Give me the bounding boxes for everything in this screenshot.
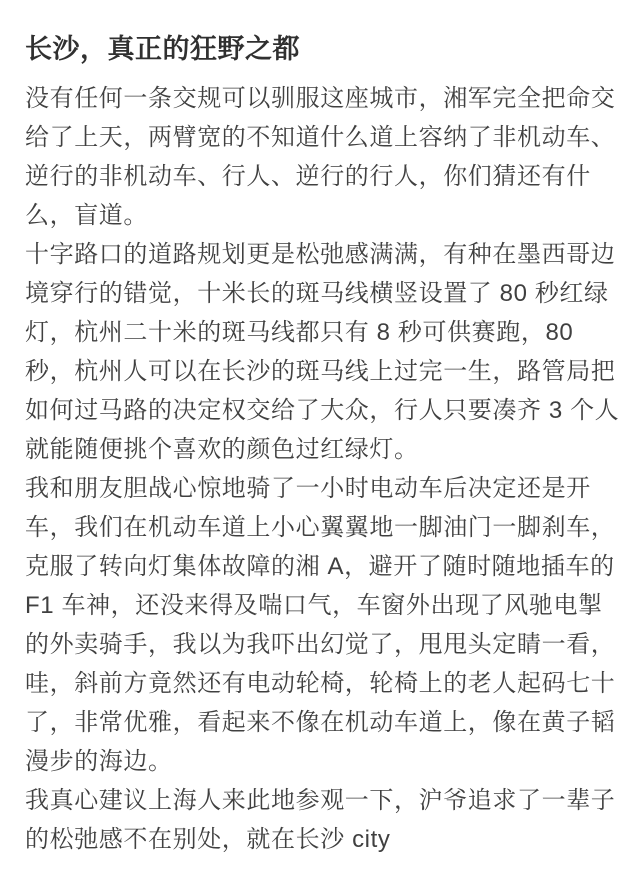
article-body: [25, 79, 620, 859]
article-line: 的松弛感不在别处，就在长沙 city: [25, 826, 391, 853]
article-line: 如何过马路的决定权交给了大众，行人只要凑齐 3 个人: [25, 397, 620, 424]
article-line: 逆行的非机动车、行人、逆行的行人，你们猜还有什: [25, 163, 591, 190]
article-line: 没有任何一条交规可以驯服这座城市，湘军完全把命交: [25, 85, 616, 112]
article-line: 我真心建议上海人来此地参观一下，沪爷追求了一辈子: [25, 787, 616, 814]
article-line: 就能随便挑个喜欢的颜色过红绿灯。: [25, 436, 419, 463]
article-line: 十字路口的道路规划更是松弛感满满，有种在墨西哥边: [25, 241, 616, 268]
article-line: 哇，斜前方竟然还有电动轮椅，轮椅上的老人起码七十: [25, 670, 616, 697]
article-line: 的外卖骑手，我以为我吓出幻觉了，甩甩头定睛一看，: [25, 631, 616, 658]
article-title: 长沙，真正的狂野之都: [25, 34, 300, 64]
article-line: 克服了转向灯集体故障的湘 A，避开了随时随地插车的: [25, 553, 615, 580]
article-line: 车，我们在机动车道上小心翼翼地一脚油门一脚刹车，: [25, 514, 616, 541]
article-line: 了，非常优雅，看起来不像在机动车道上，像在黄子韬: [25, 709, 616, 736]
article-line: 灯，杭州二十米的斑马线都只有 8 秒可供赛跑，80: [25, 319, 574, 346]
article-line: 境穿行的错觉，十米长的斑马线横竖设置了 80 秒红绿: [25, 280, 609, 307]
article-line: 给了上天，两臂宽的不知道什么道上容纳了非机动车、: [25, 124, 616, 151]
article-line: 秒，杭州人可以在长沙的斑马线上过完一生，路管局把: [25, 358, 616, 385]
article-line: F1 车神，还没来得及喘口气，车窗外出现了风驰电掣: [25, 592, 603, 619]
article-line: 漫步的海边。: [25, 748, 173, 775]
article-line: 我和朋友胆战心惊地骑了一小时电动车后决定还是开: [25, 475, 591, 502]
article-line: 么，盲道。: [25, 202, 148, 229]
